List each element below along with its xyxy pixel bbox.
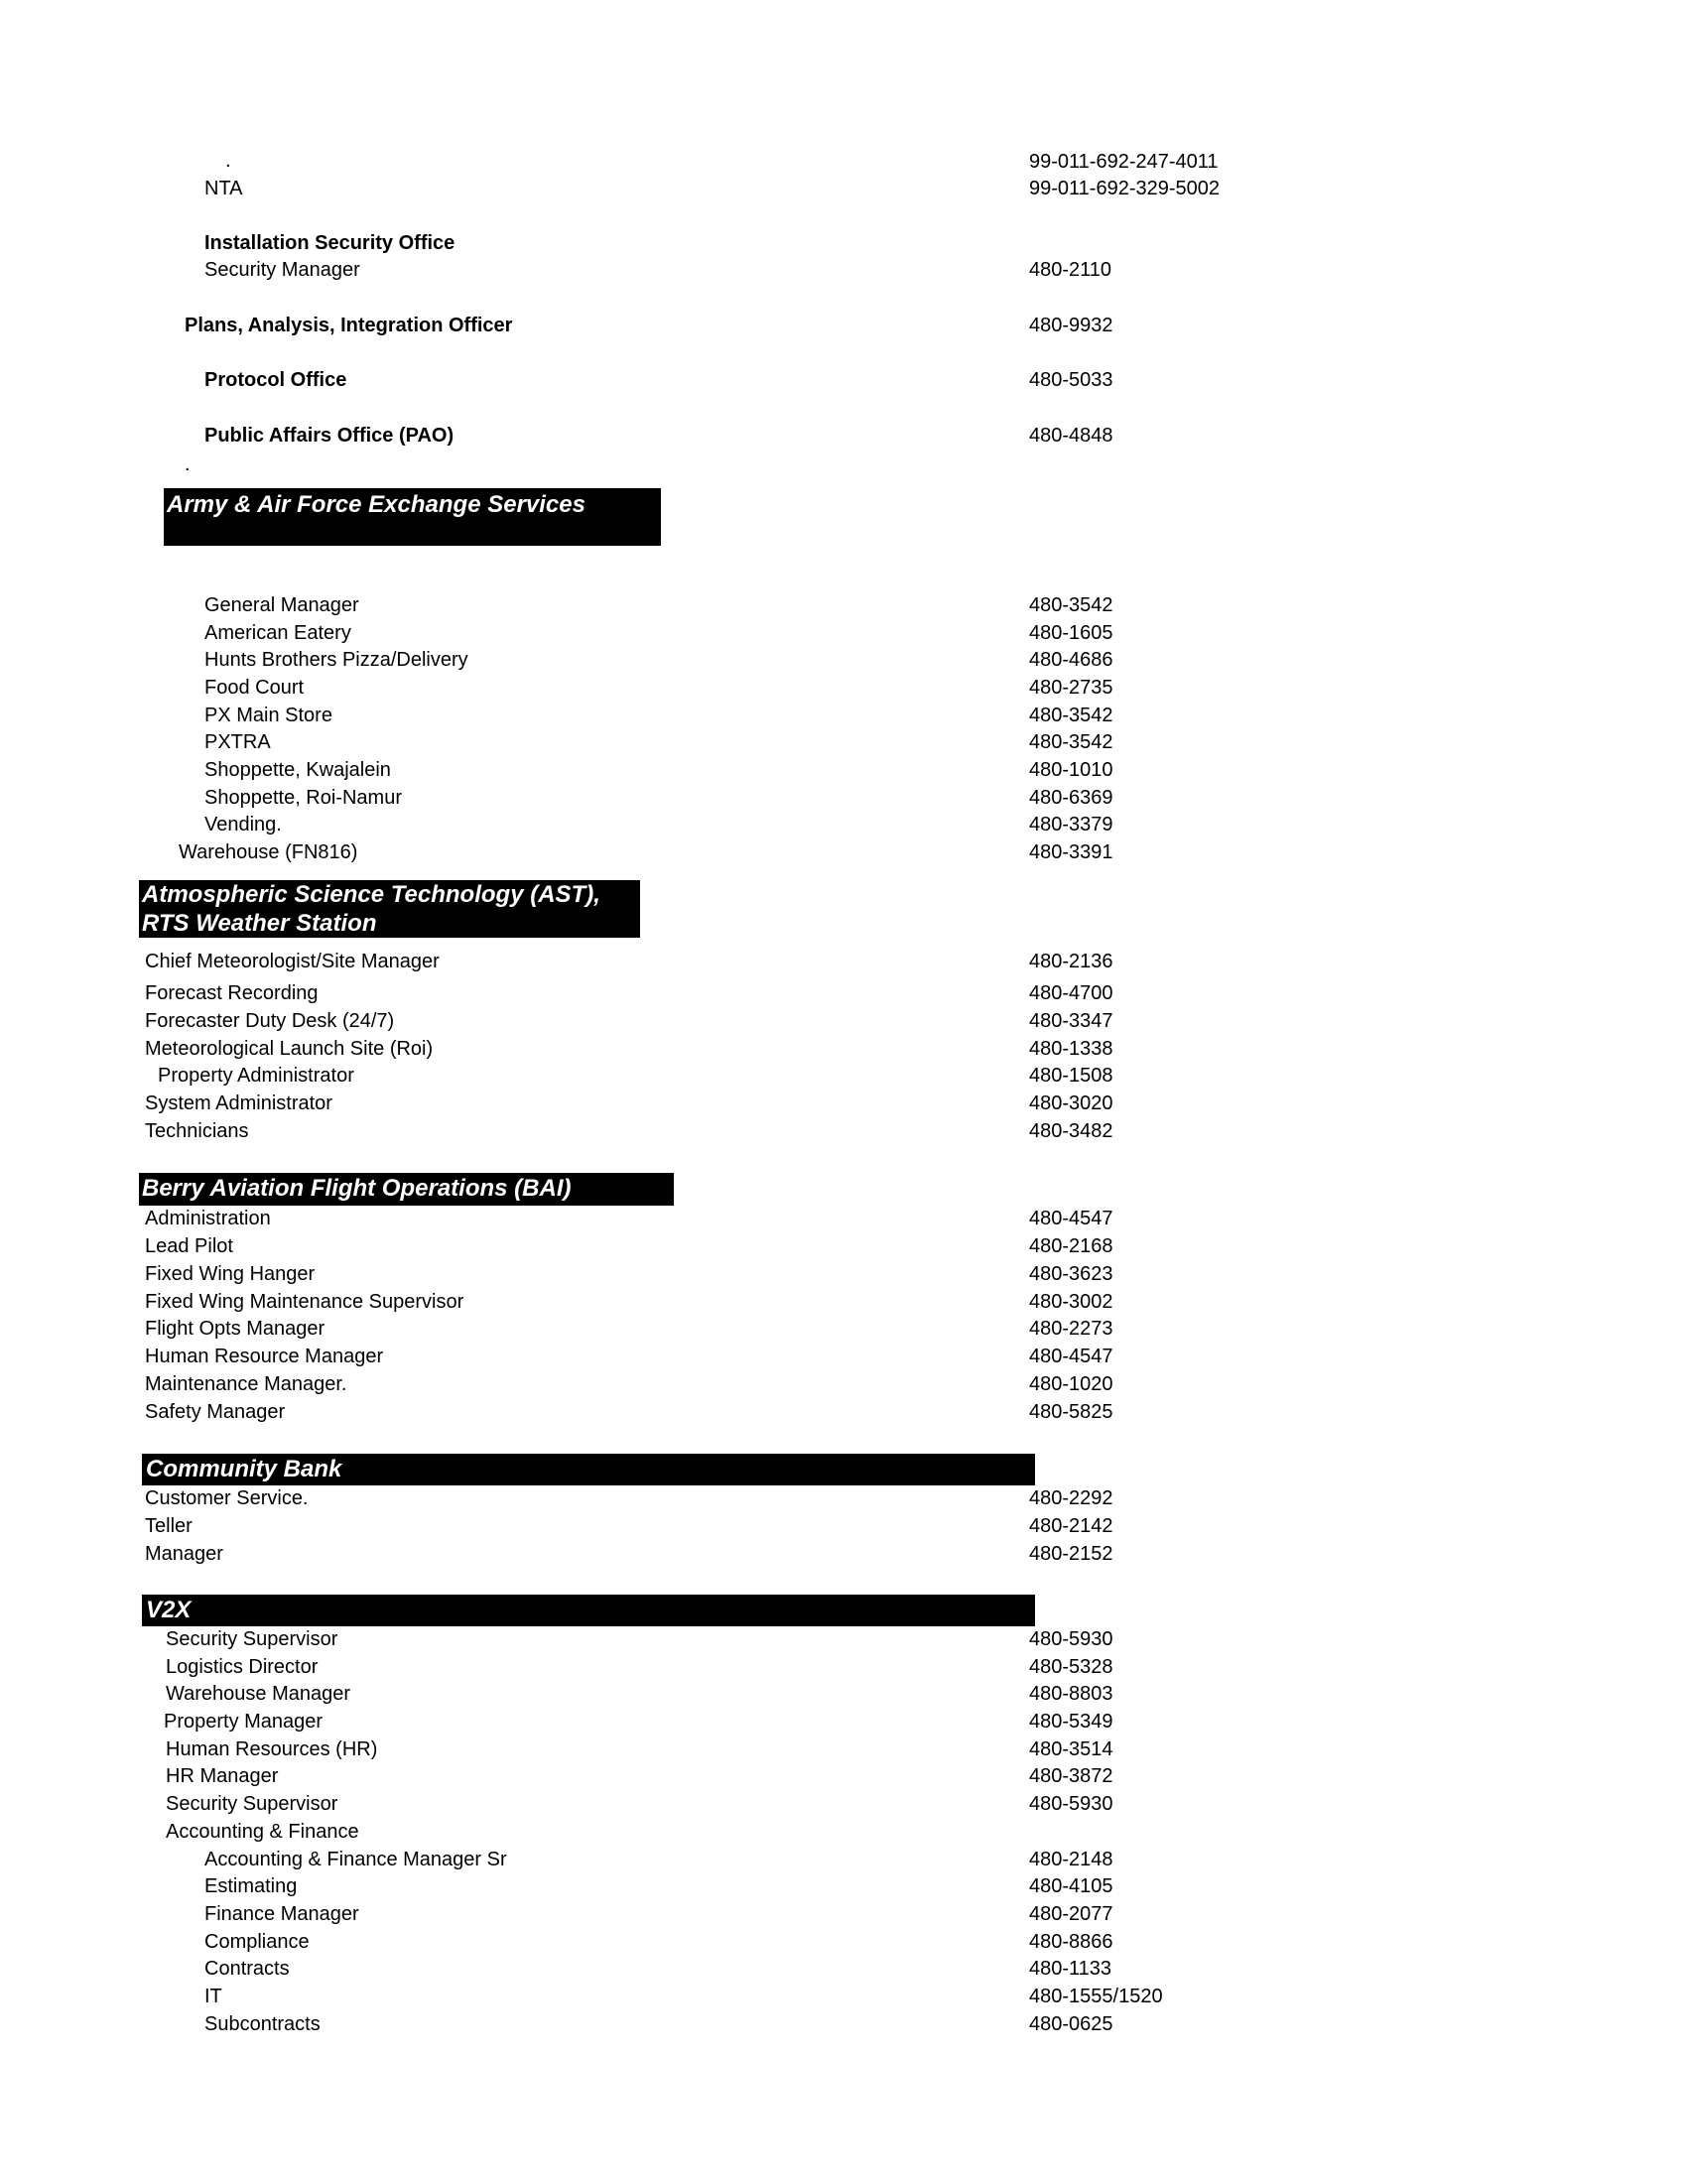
list-item-phone: 480-4547	[1029, 1346, 1113, 1367]
section-header-v2x: V2X	[142, 1595, 1035, 1626]
subsection-label: Accounting & Finance	[166, 1821, 359, 1843]
list-item-phone: 480-3542	[1029, 594, 1113, 616]
security-manager-label: Security Manager	[204, 259, 360, 281]
list-item-label: Customer Service.	[145, 1487, 309, 1509]
list-item-label: American Eatery	[204, 622, 351, 644]
list-item-label: System Administrator	[145, 1092, 332, 1114]
list-item-phone: 480-3391	[1029, 841, 1113, 863]
list-item-phone: 480-1020	[1029, 1373, 1113, 1395]
list-item-phone: 480-2168	[1029, 1235, 1113, 1257]
list-item-phone: 480-4105	[1029, 1875, 1113, 1897]
list-item-label: Warehouse (FN816)	[179, 841, 358, 863]
phone-number: 99-011-692-247-4011	[1029, 151, 1219, 173]
list-item-phone: 480-2077	[1029, 1903, 1113, 1925]
section-header-ast	[139, 880, 640, 938]
plans-officer-phone: 480-9932	[1029, 315, 1113, 336]
list-item-label: PXTRA	[204, 731, 271, 753]
nta-label: NTA	[204, 178, 243, 199]
section-header-line: RTS Weather Station	[142, 910, 377, 937]
list-item-phone: 480-8866	[1029, 1931, 1113, 1953]
section-header-bai: Berry Aviation Flight Operations (BAI)	[139, 1173, 674, 1206]
list-item-phone: 480-1605	[1029, 622, 1113, 644]
list-item-label: Maintenance Manager.	[145, 1373, 347, 1395]
list-item-phone: 480-1133	[1029, 1958, 1112, 1980]
list-item-label: Property Manager	[164, 1711, 324, 1733]
list-item-phone: 480-1010	[1029, 759, 1113, 781]
list-item-label: Technicians	[145, 1120, 249, 1142]
list-item-label: Teller	[145, 1515, 193, 1537]
list-item-label: Vending.	[204, 814, 282, 835]
protocol-office-label: Protocol Office	[204, 369, 347, 391]
list-item-label: Finance Manager	[204, 1903, 359, 1925]
list-item-label: IT	[204, 1986, 222, 2007]
list-item-phone: 480-2142	[1029, 1515, 1113, 1537]
list-item-phone: 480-4686	[1029, 649, 1113, 671]
list-item-label: Shoppette, Roi-Namur	[204, 787, 402, 809]
list-item-label: Safety Manager	[145, 1401, 286, 1423]
list-item-label: Forecast Recording	[145, 982, 319, 1004]
list-item-label: Fixed Wing Maintenance Supervisor	[145, 1291, 464, 1313]
list-item-phone: 480-8803	[1029, 1683, 1113, 1705]
list-item-label: Warehouse Manager	[166, 1683, 351, 1705]
list-item-label: Food Court	[204, 677, 305, 699]
dot-marker: .	[225, 150, 231, 172]
pao-label: Public Affairs Office (PAO)	[204, 425, 454, 447]
list-item-label: Human Resource Manager	[145, 1346, 384, 1367]
security-office-heading: Installation Security Office	[204, 232, 455, 254]
list-item-phone: 480-5349	[1029, 1711, 1113, 1733]
list-item-label: Hunts Brothers Pizza/Delivery	[204, 649, 468, 671]
list-item-label: Property Administrator	[158, 1065, 354, 1087]
list-item-label: Chief Meteorologist/Site Manager	[145, 951, 440, 972]
list-item-label: Logistics Director	[166, 1656, 319, 1678]
list-item-label: Security Supervisor	[166, 1628, 338, 1650]
list-item-label: PX Main Store	[204, 705, 332, 726]
list-item-phone: 480-3347	[1029, 1010, 1113, 1032]
list-item-phone: 480-3482	[1029, 1120, 1113, 1142]
list-item-phone: 480-1338	[1029, 1038, 1113, 1060]
list-item-label: Lead Pilot	[145, 1235, 233, 1257]
list-item-phone: 480-4700	[1029, 982, 1113, 1004]
list-item-phone: 480-4547	[1029, 1208, 1113, 1229]
plans-officer-label: Plans, Analysis, Integration Officer	[185, 315, 513, 336]
list-item-label: Manager	[145, 1543, 223, 1565]
list-item-phone: 480-2735	[1029, 677, 1113, 699]
section-header-line: Atmospheric Science Technology (AST),	[142, 881, 600, 908]
dot-marker: .	[185, 453, 191, 475]
list-item-label: General Manager	[204, 594, 359, 616]
list-item-phone: 480-5930	[1029, 1628, 1113, 1650]
list-item-phone: 480-2136	[1029, 951, 1113, 972]
list-item-label: Forecaster Duty Desk (24/7)	[145, 1010, 395, 1032]
list-item-phone: 480-2273	[1029, 1318, 1113, 1340]
list-item-phone: 480-3379	[1029, 814, 1113, 835]
list-item-label: Shoppette, Kwajalein	[204, 759, 391, 781]
list-item-phone: 480-2292	[1029, 1487, 1113, 1509]
list-item-label: Security Supervisor	[166, 1793, 338, 1815]
list-item-phone: 480-5328	[1029, 1656, 1113, 1678]
list-item-label: Compliance	[204, 1931, 310, 1953]
list-item-phone: 480-1555/1520	[1029, 1986, 1163, 2007]
list-item-phone: 480-3020	[1029, 1092, 1113, 1114]
section-header-aafes: Army & Air Force Exchange Services	[164, 488, 661, 546]
list-item-phone: 480-1508	[1029, 1065, 1113, 1087]
list-item-phone: 480-3623	[1029, 1263, 1113, 1285]
list-item-label: HR Manager	[166, 1765, 279, 1787]
pao-phone: 480-4848	[1029, 425, 1113, 447]
list-item-phone: 480-5825	[1029, 1401, 1113, 1423]
list-item-label: Human Resources (HR)	[166, 1738, 378, 1760]
list-item-phone: 480-6369	[1029, 787, 1113, 809]
list-item-phone: 480-3542	[1029, 731, 1113, 753]
protocol-office-phone: 480-5033	[1029, 369, 1113, 391]
list-item-label: Meteorological Launch Site (Roi)	[145, 1038, 434, 1060]
list-item-phone: 480-3872	[1029, 1765, 1113, 1787]
section-header-bank: Community Bank	[142, 1454, 1035, 1485]
list-item-phone: 480-2152	[1029, 1543, 1113, 1565]
list-item-phone: 480-5930	[1029, 1793, 1113, 1815]
nta-phone: 99-011-692-329-5002	[1029, 178, 1221, 199]
list-item-phone: 480-0625	[1029, 2013, 1113, 2035]
list-item-label: Contracts	[204, 1958, 290, 1980]
list-item-phone: 480-3542	[1029, 705, 1113, 726]
list-item-phone: 480-2148	[1029, 1849, 1113, 1870]
list-item-label: Estimating	[204, 1875, 298, 1897]
list-item-label: Flight Opts Manager	[145, 1318, 325, 1340]
list-item-label: Subcontracts	[204, 2013, 321, 2035]
security-manager-phone: 480-2110	[1029, 259, 1112, 281]
list-item-phone: 480-3514	[1029, 1738, 1113, 1760]
list-item-phone: 480-3002	[1029, 1291, 1113, 1313]
list-item-label: Fixed Wing Hanger	[145, 1263, 316, 1285]
list-item-label: Administration	[145, 1208, 271, 1229]
list-item-label: Accounting & Finance Manager Sr	[204, 1849, 507, 1870]
